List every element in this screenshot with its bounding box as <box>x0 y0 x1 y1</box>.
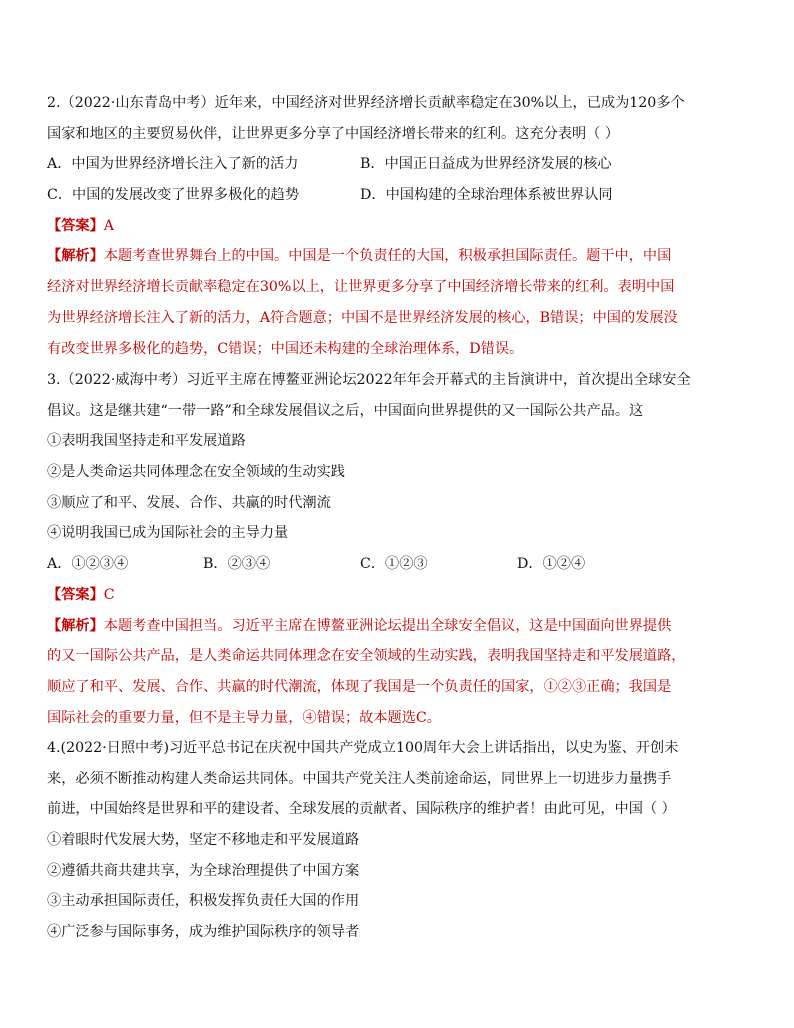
answer-value: C <box>103 586 115 603</box>
question-stem-line: 4.(2022·日照中考)习近平总书记在庆祝中国共产党成立100周年大会上讲话指出，以史为鉴、开创未 <box>47 740 679 756</box>
option-c: C．中国的发展改变了世界多极化的趋势 <box>47 187 300 204</box>
statement-item: ③主动承担国际责任，积极发挥负责任大国的作用 <box>47 893 360 910</box>
option-row <box>47 149 757 180</box>
question-stem-line: 倡议。这是继共建“一带一路”和全球发展倡议之后，中国面向世界提供的又一国际公共产品。这 <box>47 402 644 419</box>
statement-item: ①着眼时代发展大势，坚定不移地走和平发展道路 <box>47 832 360 849</box>
question-stem-line: 2.（2022·山东青岛中考）近年来，中国经济对世界经济增长贡献率稳定在30%以上，已成为120多个 <box>47 95 685 111</box>
statement-item: ②是人类命运共同体理念在安全领域的生动实践 <box>47 464 345 481</box>
analysis-line: 经济对世界经济增长贡献率稳定在30%以上，让世界更多分享了中国经济增长带来的红利。表明中国 <box>47 279 675 296</box>
analysis-line: 顺应了和平、发展、合作、共赢的时代潮流，体现了我国是一个负责任的国家，①②③正确；我国是 <box>47 678 672 695</box>
analysis-text: 本题考查世界舞台上的中国。中国是一个负责任的大国，积极承担国际责任。题干中，中国 <box>103 248 672 265</box>
statement-item: ③顺应了和平、发展、合作、共赢的时代潮流 <box>47 494 331 511</box>
option-row <box>47 180 757 211</box>
analysis-line <box>47 241 757 272</box>
analysis-line: 为世界经济增长注入了新的活力，A符合题意；中国不是世界经济发展的核心，B错误；中国的发展没 <box>47 309 678 326</box>
choice-c: C．①②③ <box>360 556 428 573</box>
option-a: A．中国为世界经济增长注入了新的活力 <box>47 156 299 173</box>
answer-line <box>47 580 757 611</box>
analysis-line: 国际社会的重要力量，但不是主导力量，④错误；故本题选C。 <box>47 709 441 726</box>
question-3 <box>47 365 757 733</box>
question-stem-line: 3.（2022·威海中考）习近平主席在博鳌亚洲论坛2022年年会开幕式的主旨演讲中，首次提出全球安全 <box>47 372 691 388</box>
answer-value: A <box>103 217 115 234</box>
question-stem-line: 国家和地区的主要贸易伙伴，让世界更多分享了中国经济增长带来的红利。这充分表明（ ） <box>47 125 620 142</box>
analysis-line: 的又一国际公共产品，是人类命运共同体理念在安全领域的生动实践，表明我国坚持走和平发展道路， <box>47 648 686 665</box>
choice-d: D．①②④ <box>517 556 586 573</box>
analysis-line <box>47 611 757 642</box>
question-4 <box>47 733 757 948</box>
statement-item: ④说明我国已成为国际社会的主导力量 <box>47 525 289 542</box>
analysis-tag: 【解析】 <box>47 248 104 265</box>
statement-item: ④广泛参与国际事务，成为维护国际秩序的领导者 <box>47 924 360 941</box>
question-stem-line: 前进，中国始终是世界和平的建设者、全球发展的贡献者、国际秩序的维护者！由此可见，中国（ ） <box>47 801 676 818</box>
choice-b: B．②③④ <box>203 556 271 573</box>
choice-row <box>47 549 757 580</box>
option-b: B．中国正日益成为世界经济发展的核心 <box>360 156 612 173</box>
analysis-tag: 【解析】 <box>47 617 104 634</box>
question-stem-line: 来，必须不断推动构建人类命运共同体。中国共产党关注人类前途命运，同世界上一切进步力量携手 <box>47 770 672 787</box>
statement-item: ②遵循共商共建共享，为全球治理提供了中国方案 <box>47 862 360 879</box>
analysis-line: 有改变世界多极化的趋势，C错误；中国还未构建的全球治理体系，D错误。 <box>47 340 524 357</box>
option-d: D．中国构建的全球治理体系被世界认同 <box>360 187 613 204</box>
analysis-text: 本题考查中国担当。习近平主席在博鳌亚洲论坛提出全球安全倡议，这是中国面向世界提供 <box>103 617 672 634</box>
answer-line <box>47 211 757 242</box>
answer-tag: 【答案】 <box>47 217 104 234</box>
answer-tag: 【答案】 <box>47 586 104 603</box>
choice-a: A．①②③④ <box>47 556 129 573</box>
question-2 <box>47 88 757 364</box>
statement-item: ①表明我国坚持走和平发展道路 <box>47 433 246 450</box>
